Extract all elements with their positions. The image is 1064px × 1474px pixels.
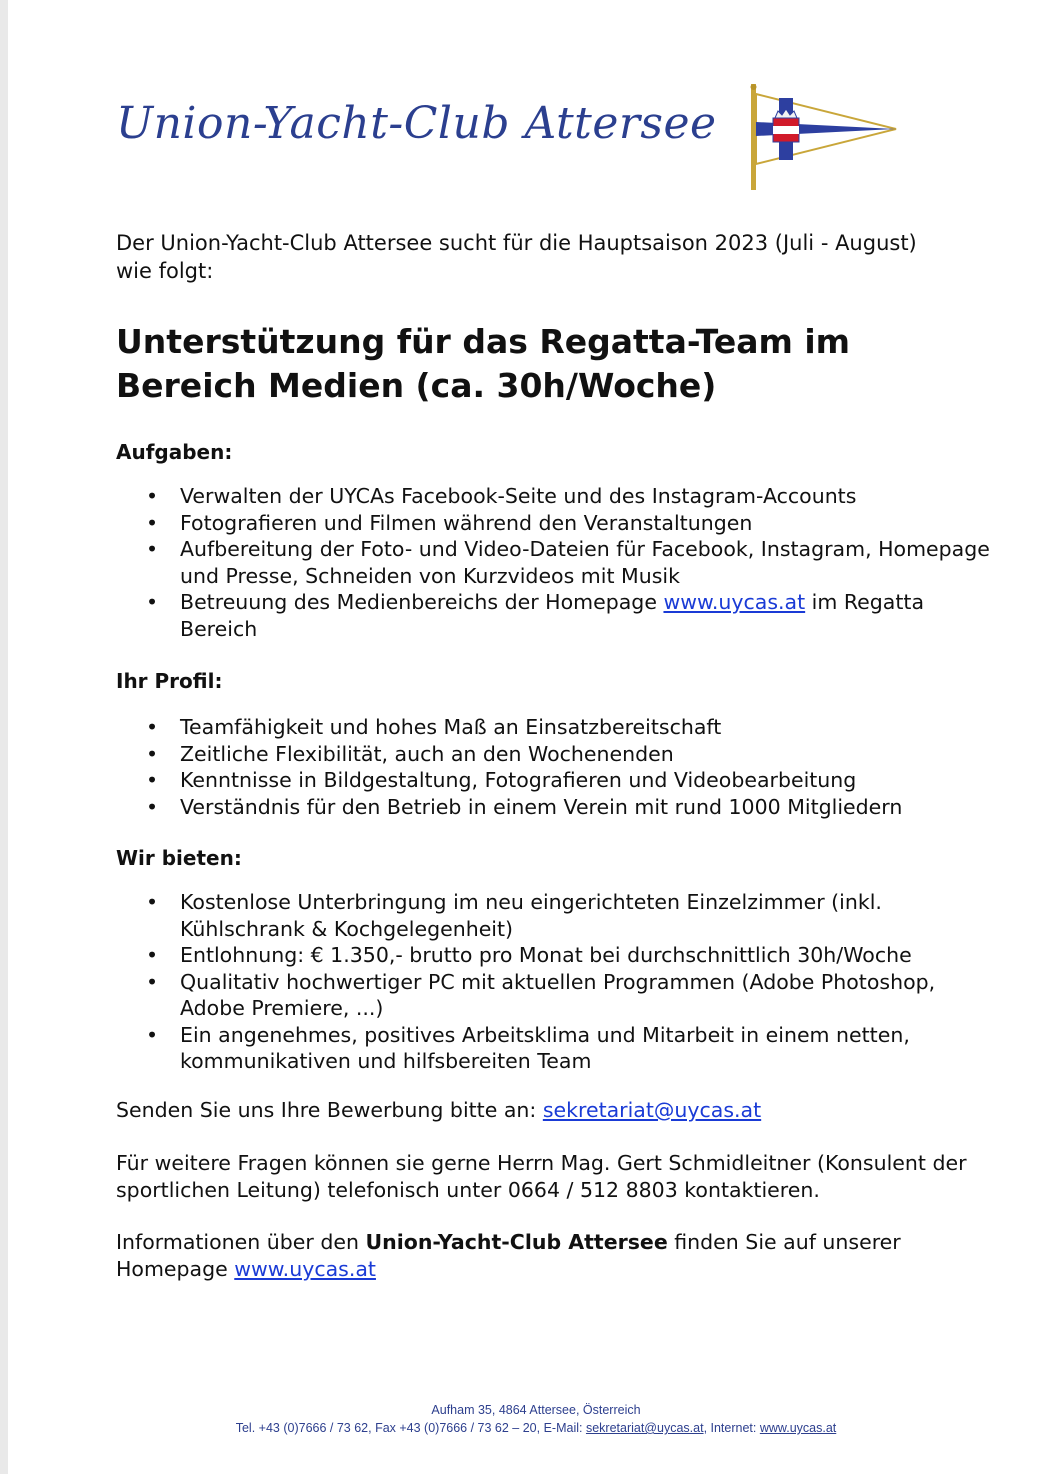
list-item: • Verständnis für den Betrieb in einem Verein mit rund 1000 Mitgliedern xyxy=(116,794,996,821)
contact-paragraph: Für weitere Fragen können sie gerne Herrn Mag. Gert Schmidleitner (Konsulent der sportlichen Leitung) telefonisch unter 0664 / 512 8803 kontaktieren. xyxy=(116,1151,967,1202)
section-title-aufgaben: Aufgaben: xyxy=(116,440,233,464)
info-text: Informationen über den xyxy=(116,1230,366,1254)
club-name-bold: Union-Yacht-Club Attersee xyxy=(365,1230,668,1254)
footer-contact-line xyxy=(8,1421,1064,1435)
list-item: • Verwalten der UYCAs Facebook-Seite und des Instagram-Accounts xyxy=(116,483,996,510)
footer-website-link[interactable]: www.uycas.at xyxy=(759,1421,837,1435)
document-page xyxy=(8,0,1064,1474)
application-text: Senden Sie uns Ihre Bewerbung bitte an: xyxy=(116,1098,543,1122)
club-logo-text: Union-Yacht-Club Attersee xyxy=(116,98,717,149)
list-item: • Entlohnung: € 1.350,- brutto pro Monat bei durchschnittlich 30h/Woche xyxy=(116,942,996,969)
list-item xyxy=(116,589,996,642)
homepage-link[interactable]: www.uycas.at xyxy=(234,1256,376,1281)
footer-email-link[interactable]: sekretariat@uycas.at xyxy=(585,1421,704,1435)
list-item: • Aufbereitung der Foto- und Video-Dateien für Facebook, Instagram, Homepage und Presse, Schneiden von Kurzvideos mit Musik xyxy=(116,536,996,589)
list-item: • Teamfähigkeit und hohes Maß an Einsatzbereitschaft xyxy=(116,714,996,741)
list-item-text: im Regatta Bereich xyxy=(180,590,925,641)
list-item-text: Betreuung des Medienbereichs der Homepage xyxy=(180,590,664,614)
list-item: • Qualitativ hochwertiger PC mit aktuellen Programmen (Adobe Photoshop, Adobe Premiere, ...) xyxy=(116,969,996,1022)
list-item: • Fotografieren und Filmen während den Veranstaltungen xyxy=(116,510,996,537)
section-title-bieten: Wir bieten: xyxy=(116,846,242,870)
section-title-profil: Ihr Profil: xyxy=(116,669,223,693)
application-paragraph xyxy=(116,1097,996,1124)
footer-text: Tel. +43 (0)7666 / 73 62, Fax +43 (0)7666 / 73 62 – 20, E-Mail: xyxy=(235,1421,586,1435)
list-item: • Kenntnisse in Bildgestaltung, Fotografieren und Videobearbeitung xyxy=(116,767,996,794)
footer-address: Aufham 35, 4864 Attersee, Österreich xyxy=(431,1403,641,1417)
list-item: • Ein angenehmes, positives Arbeitsklima und Mitarbeit in einem netten, kommunikativen und hilfsbereiten Team xyxy=(116,1022,996,1075)
footer-text: , Internet: xyxy=(703,1421,760,1435)
bieten-list xyxy=(116,889,996,1075)
intro-text: Der Union-Yacht-Club Attersee sucht für die Hauptsaison 2023 (Juli - August) wie folgt: xyxy=(116,231,917,283)
homepage-link[interactable]: www.uycas.at xyxy=(663,590,806,614)
info-paragraph xyxy=(116,1229,996,1282)
list-item: • Kostenlose Unterbringung im neu eingerichteten Einzelzimmer (inkl. Kühlschrank & Kochgelegenheit) xyxy=(116,889,996,942)
application-email-link[interactable]: sekretariat@uycas.at xyxy=(542,1098,762,1122)
aufgaben-list xyxy=(116,483,996,642)
info-text: finden Sie auf unserer Homepage xyxy=(116,1230,901,1281)
club-burgee-icon xyxy=(741,84,901,192)
list-item: • Zeitliche Flexibilität, auch an den Wochenenden xyxy=(116,741,996,768)
profil-list xyxy=(116,714,996,820)
job-headline: Unterstützung für das Regatta-Team im Bereich Medien (ca. 30h/Woche) xyxy=(116,322,851,405)
